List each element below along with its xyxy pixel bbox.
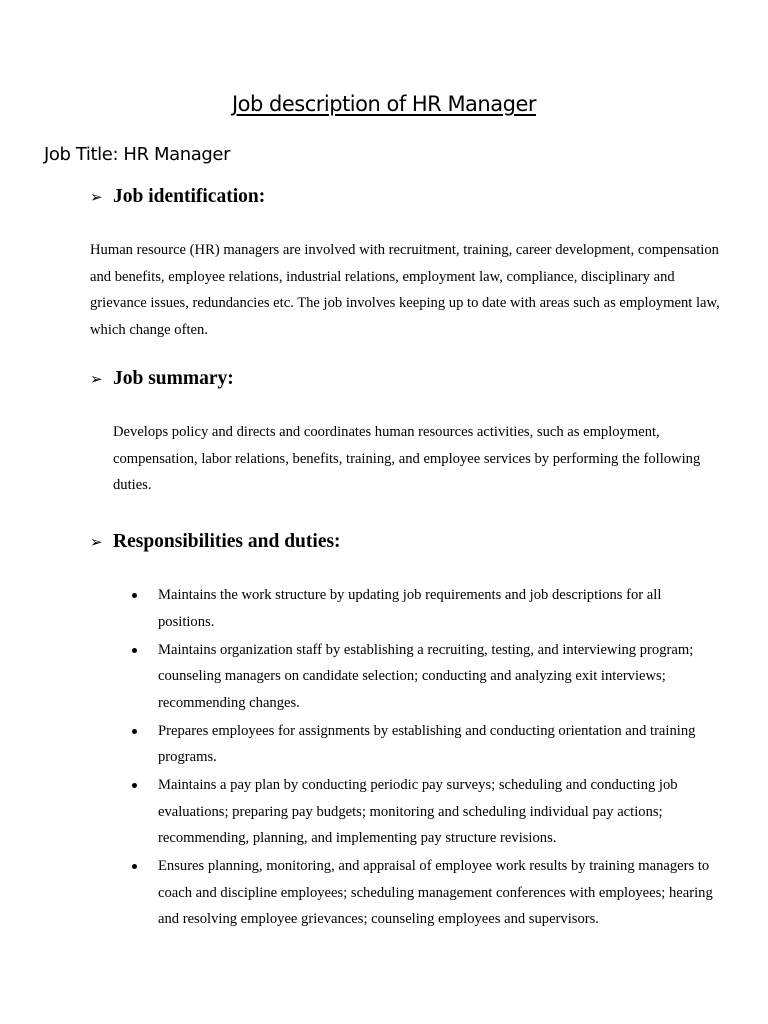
list-item-text: Maintains a pay plan by conducting periodic pay surveys; scheduling and conducting job evaluations; preparing pay budgets; monitoring and scheduling individual pay actions; recommending, planning, and implementing pay structure revisions. bbox=[158, 777, 678, 846]
bullet-icon bbox=[132, 729, 137, 734]
bullet-icon bbox=[132, 593, 137, 598]
document-title: Job description of HR Manager bbox=[231, 92, 536, 116]
bullet-icon bbox=[132, 648, 137, 653]
arrow-right-icon: ➢ bbox=[90, 187, 103, 206]
identification-paragraph: Human resource (HR) managers are involved with recruitment, training, career development, compensation and benefits, employee relations, industrial relations, employment law, compliance, disciplinary and grievance issues, redundancies etc. The job involves keeping up to date with areas such as employment law, which change often. bbox=[90, 242, 720, 338]
list-item bbox=[130, 853, 720, 933]
arrow-right-icon: ➢ bbox=[90, 369, 103, 388]
list-item-text: Prepares employees for assignments by establishing and conducting orientation and training programs. bbox=[158, 722, 696, 765]
section-heading-label: Responsibilities and duties: bbox=[113, 531, 341, 552]
list-item-text: Ensures planning, monitoring, and appraisal of employee work results by training managers to coach and discipline employees; scheduling management conferences with employees; hearing and resolving employee grievances; counseling employees and supervisors. bbox=[158, 858, 713, 927]
section-heading-summary bbox=[90, 368, 234, 390]
summary-paragraph: Develops policy and directs and coordinates human resources activities, such as employment, compensation, labor relations, benefits, training, and employee services by performing the following duties. bbox=[113, 424, 701, 493]
job-title: Job Title: HR Manager bbox=[44, 144, 231, 165]
list-item bbox=[130, 582, 720, 635]
list-item bbox=[130, 637, 720, 717]
bullet-icon bbox=[132, 864, 137, 869]
section-heading-label: Job summary: bbox=[113, 368, 234, 389]
list-item-text: Maintains organization staff by establishing a recruiting, testing, and interviewing program; counseling managers on candidate selection; conducting and analyzing exit interviews; recommending changes. bbox=[158, 641, 694, 711]
responsibilities-list bbox=[130, 582, 720, 934]
list-item-text: Maintains the work structure by updating job requirements and job descriptions for all positions. bbox=[158, 587, 662, 630]
list-item bbox=[130, 718, 720, 771]
arrow-right-icon: ➢ bbox=[90, 532, 103, 551]
section-heading-label: Job identification: bbox=[113, 186, 266, 207]
list-item bbox=[130, 772, 720, 852]
section-heading-responsibilities bbox=[90, 531, 341, 553]
section-heading-identification bbox=[90, 186, 265, 208]
bullet-icon bbox=[132, 783, 137, 788]
